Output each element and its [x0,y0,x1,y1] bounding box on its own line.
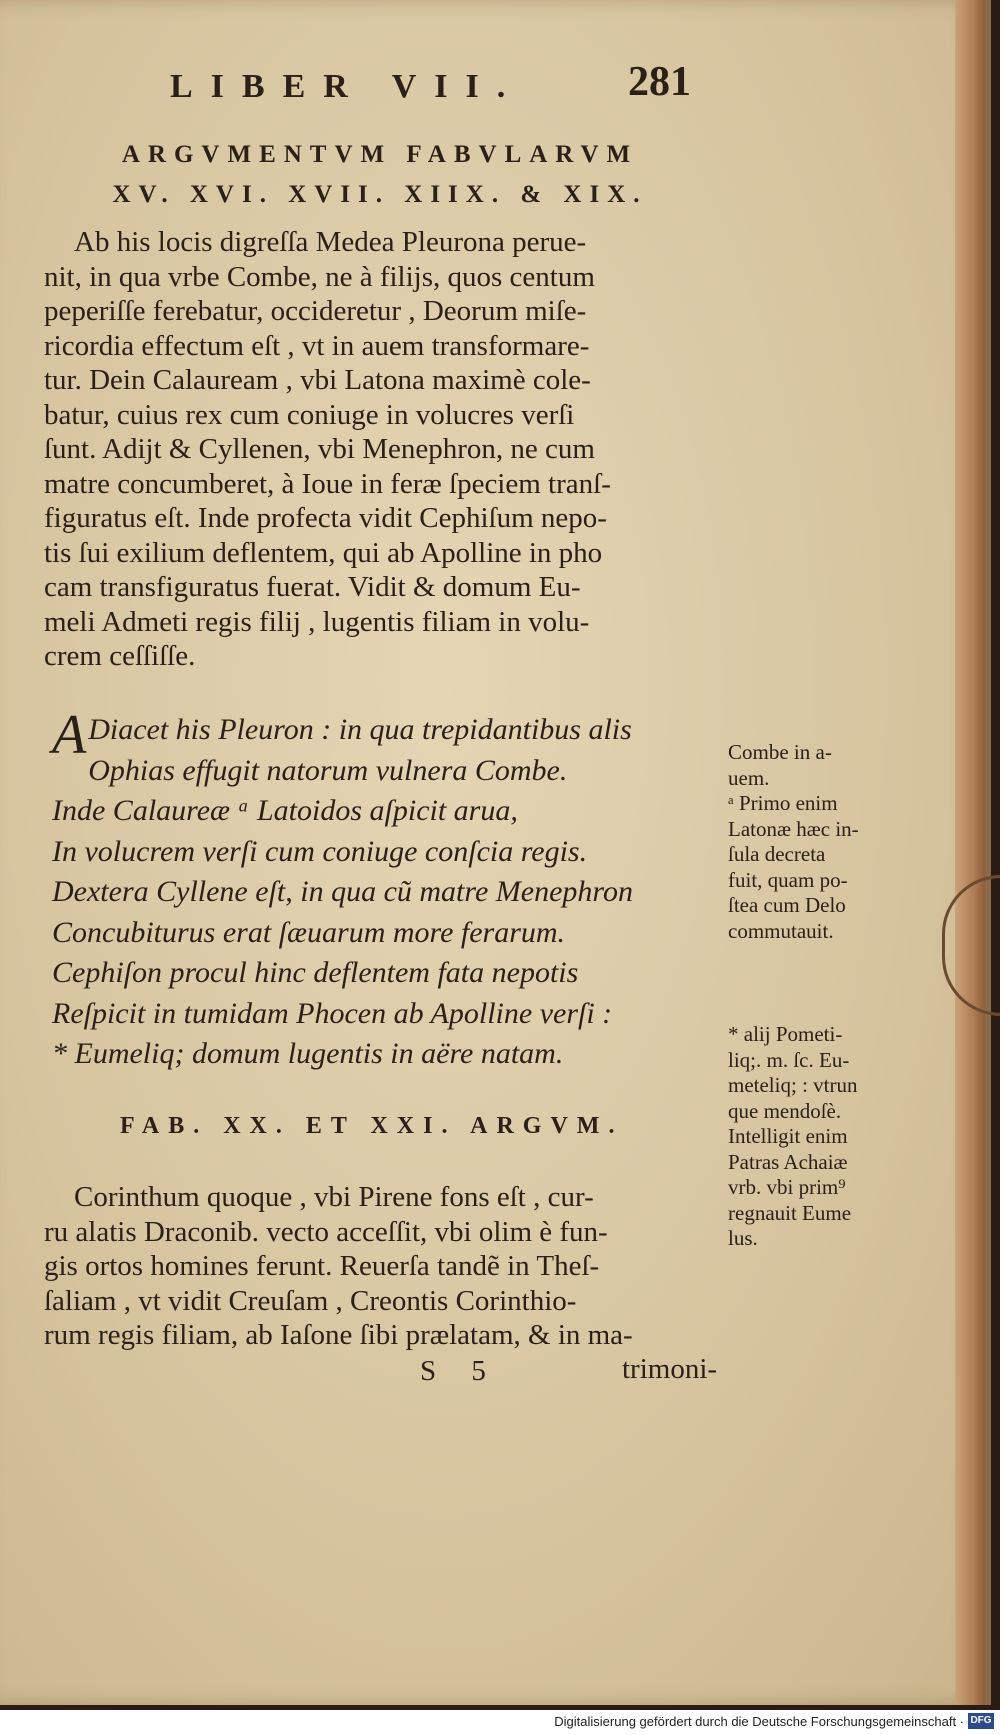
text-line: peperiſſe ferebatur, occideretur , Deorum miſe- [44,295,587,327]
verse-line: In volucrem verſi cum coniuge conſcia regis. [52,834,588,868]
verse-line: Concubiturus erat ſæuarum more ferarum. [52,915,566,949]
fable-title: FAB. XX. ET XXI. ARGVM. [120,1113,624,1139]
text-line: rum regis filiam, ab Iaſone ſibi prælatam, & in ma- [44,1319,633,1351]
argument-title-line: XV. XVI. XVII. XIIX. & XIX. [112,181,648,208]
note-line: Intelligit enim [728,1124,848,1148]
text-line: figuratus eſt. Inde profecta vidit Cephiſum nepo- [44,502,607,534]
funding-credit: Digitalisierung gefördert durch die Deutsche Forschungsgemeinschaft · [554,1714,964,1729]
text-line: ricordia effectum eſt , vt in auem transformare- [44,329,590,362]
note-line: Latonæ hæc in- [728,816,859,841]
text-line: tur. Dein Calauream , vbi Latona maximè cole- [44,364,591,396]
text-line: crem ceſſiſſe. [44,640,196,672]
text-line: nit, in qua vrbe Combe, ne à filijs, quos centum [44,260,595,293]
note-line: uem. [728,765,770,790]
text-line: ru alatis Draconib. vecto acceſſit, vbi olim è fun- [44,1215,608,1248]
argument-title [40,135,720,215]
note-line: que mendoſè. [728,1098,842,1123]
page-clip-mark [942,875,1000,1016]
verse-line: Diacet his Pleuron : in qua trepidantibus alis [88,713,632,746]
text-line: batur, cuius rex cum coniuge in volucres verſi [44,398,575,431]
text-line: ſunt. Adijt & Cyllenen, vbi Menephron, ne cum [44,433,595,465]
note-line: ᵃ Primo enim [728,791,838,815]
fable-paragraph [44,1180,734,1353]
note-line: fuit, quam po- [728,867,848,892]
page-edge [955,0,985,1705]
verse-block [52,704,742,1075]
note-line: commutauit. [728,918,834,943]
note-line: liq;. m. ſc. Eu- [728,1047,850,1072]
note-line: ſtea cum Delo [728,893,846,917]
note-line: lus. [728,1226,758,1250]
verse-line: * Eumeliq; domum lugentis in aëre natam. [52,1037,564,1070]
verse-line: Cephiſon procul hinc deflentem fata nepotis [52,956,579,989]
verse-line: Inde Calaureæ ᵃ Latoidos aſpicit arua, [52,794,518,827]
running-title: LIBER VII. [170,68,524,105]
signature-mark: S 5 [420,1355,500,1387]
verse-line: Dextera Cyllene eſt, in qua cũ matre Menephron [52,875,633,908]
note-line: Patras Achaiæ [728,1149,848,1174]
margin-note-combe [728,740,918,944]
argument-paragraph [44,225,734,674]
note-line: ſula decreta [728,842,826,866]
text-line: meli Admeti regis filij , lugentis filiam in volu- [44,605,590,638]
text-line: matre concumberet, à Ioue in feræ ſpeciem tranſ- [44,467,611,500]
text-line: Corinthum quoque , vbi Pirene fons eſt , cur- [74,1181,594,1213]
drop-initial: A [52,704,87,766]
page-number: 281 [628,59,691,105]
catchword: trimoni- [622,1353,718,1385]
verse-line: Ophias effugit natorum vulnera Combe. [88,753,568,787]
margin-note-eumelus [728,1022,918,1252]
text-line: cam transfiguratus fuerat. Vidit & domum Eu- [44,571,581,603]
text-line: ſaliam , vt vidit Creuſam , Creontis Corinthio- [44,1284,577,1317]
note-line: vrb. vbi prim⁹ [728,1175,846,1199]
note-line: regnauit Eume [728,1200,852,1225]
note-line: * alij Pometi- [728,1022,843,1046]
verse-line: Reſpicit in tumidam Phocen ab Apolline verſi : [52,996,613,1030]
note-line: Combe in a- [728,740,832,764]
text-line: gis ortos homines ferunt. Reuerſa tandẽ in Theſ- [44,1250,600,1282]
text-line: tis ſui exilium deflentem, qui ab Apolline in pho [44,536,603,569]
note-line: meteliq; : vtrun [728,1073,858,1097]
argument-title-line: ARGVMENTVM FABVLARVM [121,141,639,168]
dfg-logo-icon: DFG [968,1713,994,1729]
text-line: Ab his locis digreſſa Medea Pleurona peruе- [74,226,587,258]
